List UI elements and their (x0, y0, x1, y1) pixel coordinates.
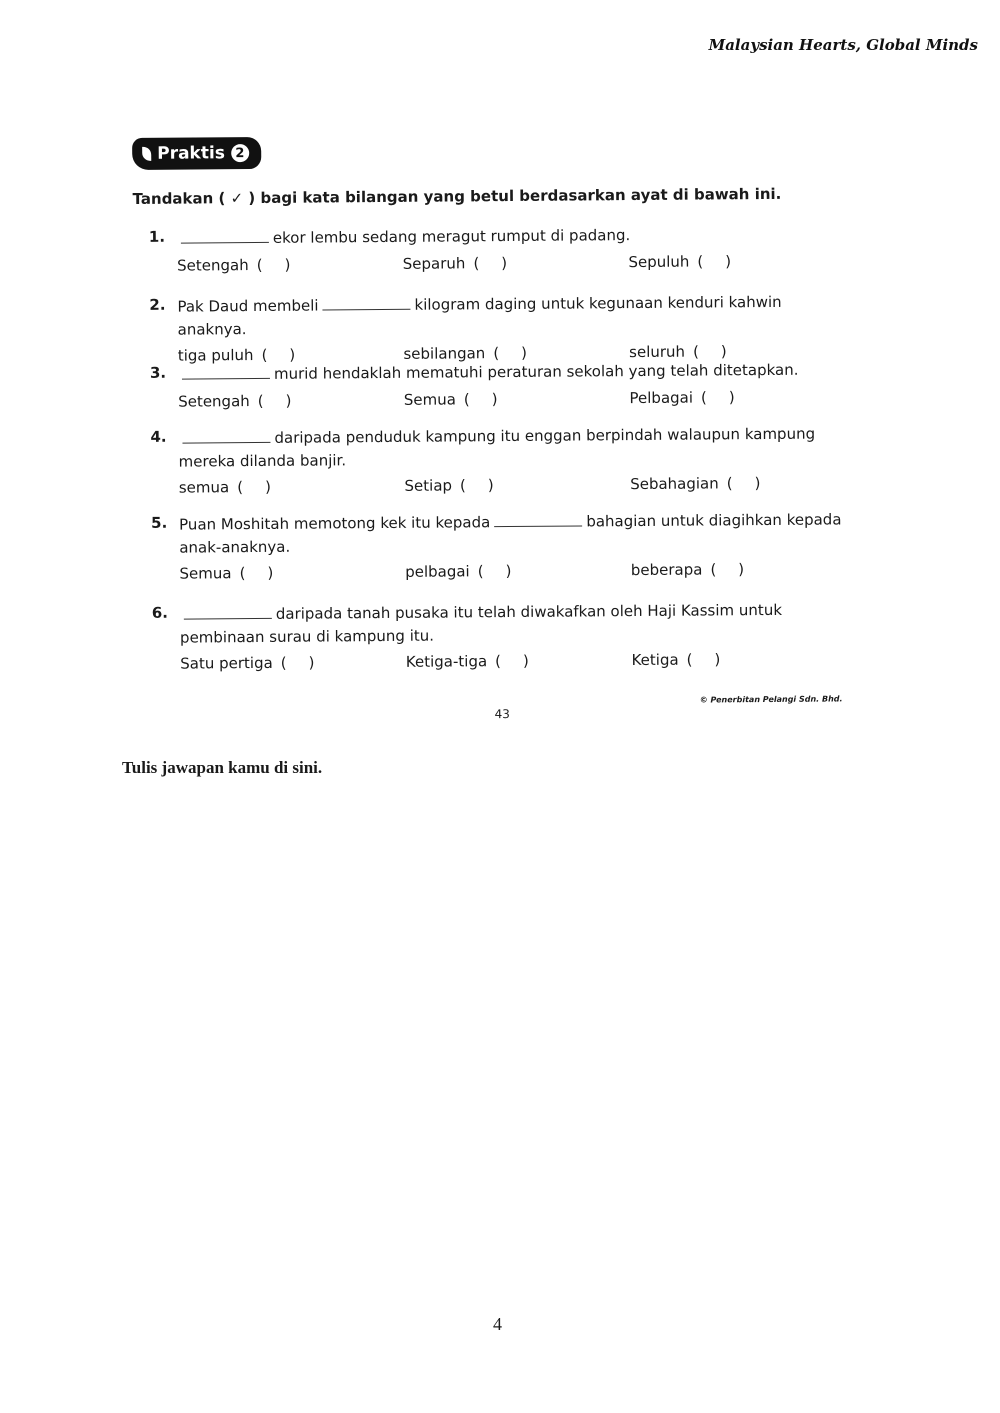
option-label: semua (178, 478, 230, 497)
option-label: Setengah (178, 391, 250, 411)
checkbox-bracket[interactable]: ( ) (697, 251, 732, 271)
checkbox-bracket[interactable]: ( ) (726, 474, 761, 493)
answer-option[interactable] (179, 477, 405, 497)
option-row (180, 649, 857, 672)
checkbox-bracket[interactable]: ( ) (686, 650, 721, 669)
question-text-after: ekor lembu sedang meragut rumput di padang. (272, 226, 631, 247)
answer-blank[interactable] (184, 606, 272, 620)
instruction-text: Tandakan ( ✓ ) bagi kata bilangan yang betul berdasarkan ayat di bawah ini. (132, 184, 782, 208)
option-label: Semua (403, 389, 456, 409)
praktis-badge (132, 137, 261, 170)
question-item (151, 508, 857, 583)
question-text-after: bahagian untuk diagihkan kepada anak-anaknya. (179, 510, 842, 557)
option-label: beberapa (630, 560, 703, 580)
option-row (178, 387, 855, 410)
answer-blank[interactable] (494, 513, 582, 527)
option-label: Separuh (402, 253, 466, 273)
answer-option[interactable] (629, 387, 855, 407)
question-number: 4. (150, 427, 167, 446)
answer-option[interactable] (405, 561, 631, 581)
answer-option[interactable] (179, 563, 405, 583)
badge-label: Praktis (157, 143, 225, 164)
question-text-before: Puan Moshitah memotong kek itu kepada (179, 513, 491, 534)
checkbox-bracket[interactable]: ( ) (710, 560, 745, 579)
option-label: Sebahagian (630, 474, 719, 494)
answer-prompt: Tulis jawapan kamu di sini. (122, 758, 323, 777)
question-number: 2. (149, 295, 166, 314)
answer-option[interactable] (406, 651, 632, 671)
option-label: Semua (179, 564, 232, 583)
answer-blank[interactable] (181, 230, 269, 244)
page-number: 4 (493, 1314, 502, 1334)
checkbox-bracket[interactable]: ( ) (493, 343, 528, 363)
option-label: Ketiga-tiga (405, 652, 488, 671)
option-label: Setiap (404, 476, 453, 495)
option-label: Satu pertiga (180, 653, 273, 673)
answer-option[interactable] (630, 473, 856, 493)
answer-option[interactable] (177, 254, 403, 274)
question-number: 6. (151, 603, 169, 622)
question-text (178, 422, 855, 472)
option-label: tiga puluh (177, 346, 254, 365)
answer-option[interactable] (628, 251, 854, 271)
question-item (150, 358, 855, 410)
answer-blank[interactable] (322, 297, 410, 311)
badge-number: 2 (231, 144, 249, 162)
answer-option[interactable] (404, 389, 630, 409)
checkbox-bracket[interactable]: ( ) (477, 562, 512, 581)
answer-option[interactable] (404, 475, 630, 495)
question-text (178, 358, 855, 386)
checkbox-bracket[interactable]: ( ) (256, 255, 291, 274)
answer-option[interactable] (631, 559, 857, 579)
option-label: Pelbagai (629, 388, 694, 407)
question-text-after: daripada penduduk kampung itu enggan berpindah walaupun kampung mereka dilanda banjir. (178, 424, 816, 471)
checkbox-bracket[interactable]: ( ) (692, 342, 727, 361)
option-row (179, 559, 856, 582)
checkbox-bracket[interactable]: ( ) (463, 389, 498, 408)
question-text (179, 508, 856, 558)
question-text-after: kilogram daging untuk kegunaan kenduri kahwin anaknya. (177, 292, 782, 339)
question-item (149, 290, 855, 365)
option-label: sebilangan (403, 344, 486, 363)
option-label: Ketiga (631, 650, 679, 670)
option-label: pelbagai (405, 562, 470, 581)
question-text-before: Pak Daud membeli (177, 296, 319, 316)
option-label: Sepuluh (628, 252, 690, 271)
question-item (150, 422, 856, 497)
header-tagline: Malaysian Hearts, Global Minds (708, 36, 978, 54)
answer-blank[interactable] (182, 366, 270, 380)
question-item (152, 598, 858, 673)
question-text (180, 598, 857, 648)
question-text-after: murid hendaklah mematuhi peraturan sekolah yang telah ditetapkan. (273, 360, 799, 383)
checkbox-bracket[interactable]: ( ) (237, 477, 271, 497)
checkbox-bracket[interactable]: ( ) (495, 651, 529, 671)
checkbox-bracket[interactable]: ( ) (257, 391, 292, 410)
checkbox-bracket[interactable]: ( ) (280, 653, 315, 672)
question-text (177, 222, 854, 250)
question-number: 3. (149, 363, 167, 382)
question-text (177, 290, 854, 340)
answer-option[interactable] (180, 653, 406, 673)
question-number: 5. (151, 513, 168, 532)
checkbox-bracket[interactable]: ( ) (261, 345, 296, 364)
option-row (177, 251, 854, 274)
question-number: 1. (148, 227, 166, 246)
checkbox-bracket[interactable]: ( ) (700, 387, 735, 407)
option-row (179, 473, 856, 496)
option-label: Setengah (177, 255, 249, 275)
checkbox-bracket[interactable]: ( ) (459, 476, 494, 495)
question-text-after: daripada tanah pusaka itu telah diwakafkan oleh Haji Kassim untuk pembinaan surau di kampung itu. (179, 600, 783, 647)
question-item (149, 222, 854, 274)
option-label: seluruh (629, 342, 686, 362)
leaf-icon (142, 147, 151, 161)
checkbox-bracket[interactable]: ( ) (473, 253, 508, 272)
publisher-credit: © Penerbitan Pelangi Sdn. Bhd. (699, 694, 843, 705)
answer-option[interactable] (403, 253, 629, 273)
checkbox-bracket[interactable]: ( ) (239, 563, 274, 583)
answer-option[interactable] (178, 390, 404, 410)
answer-option[interactable] (631, 649, 857, 669)
answer-blank[interactable] (182, 430, 270, 444)
book-page-number: 43 (494, 707, 510, 722)
worksheet-scan (128, 122, 863, 733)
